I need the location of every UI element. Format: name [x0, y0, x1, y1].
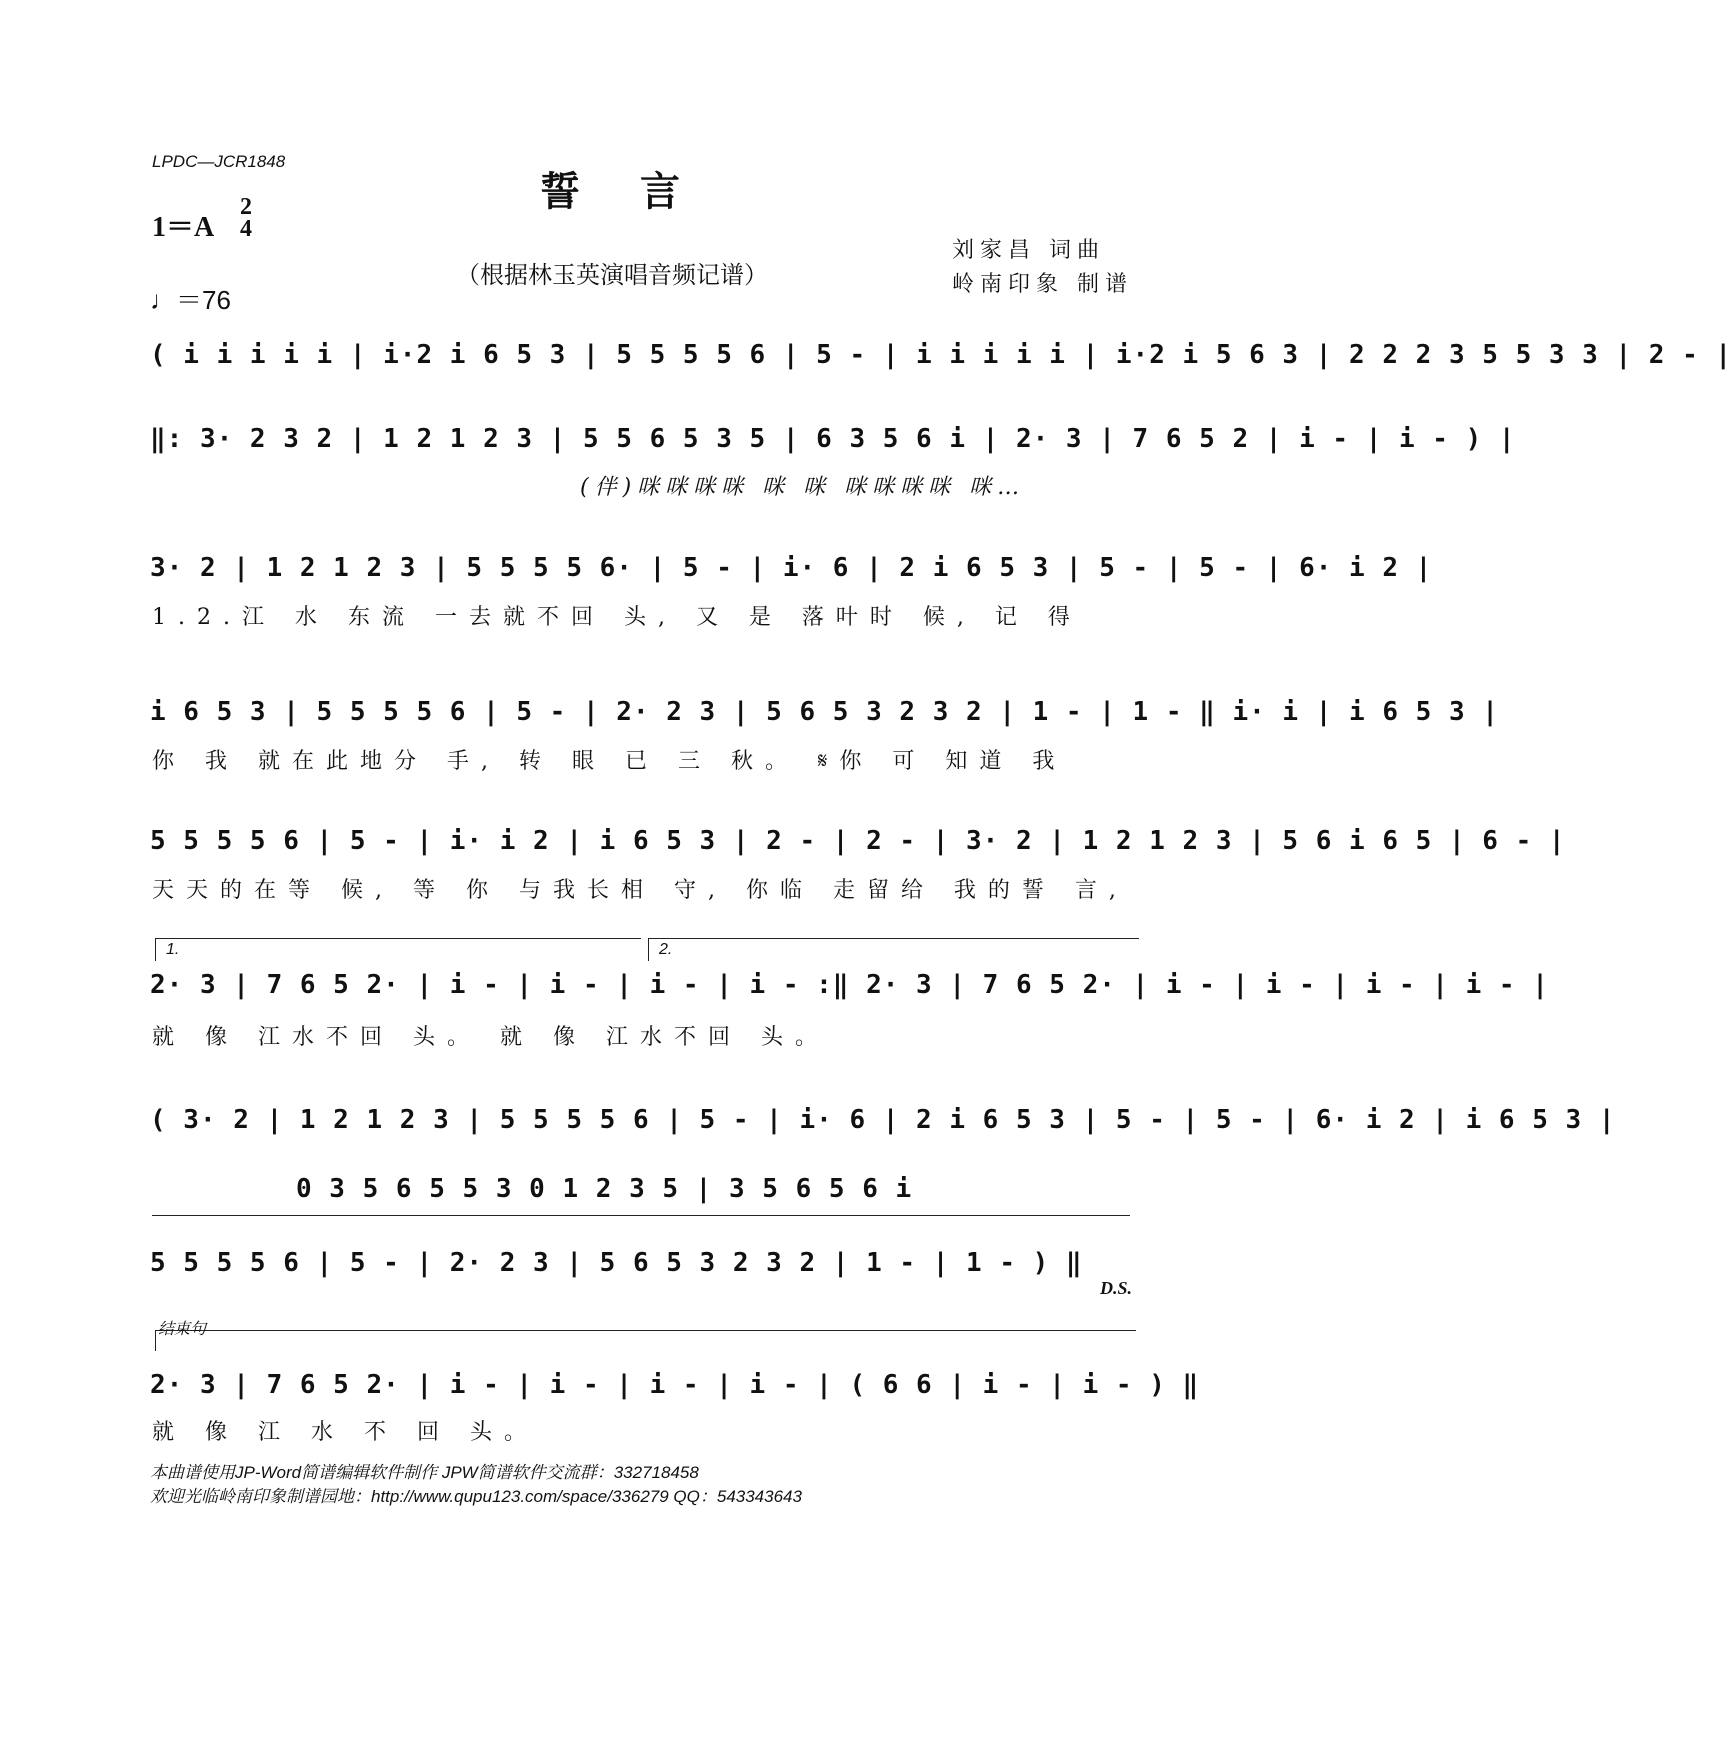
ending-label: 结束句	[158, 1319, 207, 1338]
ds-marking: D.S.	[1100, 1278, 1133, 1298]
stave-9-notes: 5 5 5 5 6 | 5 - | 2· 2 3 | 5 6 5 3 2 3 2 | 1 - | 1 - ) ‖	[150, 1248, 1083, 1278]
stave-8-notes: 0 3 5 6 5 5 3 0 1 2 3 5 | 3 5 6 5 6 i	[296, 1174, 913, 1204]
stave-2-lyric: (伴)咪咪咪咪 咪 咪 咪咪咪咪 咪…	[580, 475, 1026, 500]
key-signature: 1＝A	[152, 212, 215, 243]
stave-6-lyric: 就 像 江水不回 头。 就 像 江水不回 头。	[152, 1025, 829, 1050]
stave-10-notes: 2· 3 | 7 6 5 2· | i - | i - | i - | i - | ( 6 6 | i - | i - ) ‖	[150, 1370, 1200, 1400]
tempo-marking: ♩＝76	[150, 285, 231, 315]
score-title: 誓言	[540, 168, 740, 215]
composer-credit: 刘家昌 词曲	[952, 238, 1105, 263]
score-code: LPDC—JCR1848	[152, 152, 286, 171]
volta-2-bracket: 2.	[648, 938, 1139, 961]
stave-divider	[152, 1215, 1130, 1216]
credits	[952, 234, 1133, 302]
stave-4-lyric: 你 我 就在此地分 手, 转 眼 已 三 秋。 𝄋你 可 知道 我	[152, 749, 1067, 774]
stave-5-lyric: 天天的在等 候, 等 你 与我长相 守, 你临 走留给 我的誓 言,	[152, 878, 1128, 903]
time-denominator: 4	[240, 216, 252, 242]
footer-line-2: 欢迎光临岭南印象制谱园地：http://www.qupu123.com/space/336279 QQ：543343643	[150, 1487, 802, 1506]
time-numerator: 2	[240, 194, 252, 220]
stave-3-notes: 3· 2 | 1 2 1 2 3 | 5 5 5 5 6· | 5 - | i· 6 | 2 i 6 5 3 | 5 - | 5 - | 6· i 2 |	[150, 553, 1433, 583]
ending-bracket	[155, 1330, 1136, 1351]
arranger-credit: 岭南印象 制谱	[952, 272, 1133, 297]
subtitle: （根据林玉英演唱音频记谱）	[456, 261, 768, 289]
stave-4-notes: i 6 5 3 | 5 5 5 5 6 | 5 - | 2· 2 3 | 5 6 5 3 2 3 2 | 1 - | 1 - ‖ i· i | i 6 5 3 |	[150, 697, 1499, 727]
stave-6-notes: 2· 3 | 7 6 5 2· | i - | i - | i - | i - :‖ 2· 3 | 7 6 5 2· | i - | i - | i - | i - |	[150, 970, 1549, 1000]
stave-3-lyric: 1.2.江 水 东流 一去就不回 头, 又 是 落叶时 候, 记 得	[152, 605, 1082, 630]
footer-line-1: 本曲谱使用JP-Word简谱编辑软件制作 JPW简谱软件交流群：332718458	[150, 1463, 699, 1482]
stave-1-notes: ( i i i i i | i·2 i 6 5 3 | 5 5 5 5 6 | 5 - | i i i i i | i·2 i 5 6 3 | 2 2 2 3 5 5 3 3 | 2 - |	[150, 340, 1732, 370]
stave-7-notes: ( 3· 2 | 1 2 1 2 3 | 5 5 5 5 6 | 5 - | i· 6 | 2 i 6 5 3 | 5 - | 5 - | 6· i 2 | i 6 5 3 |	[150, 1105, 1616, 1135]
volta-1-bracket: 1.	[155, 938, 641, 961]
stave-5-notes: 5 5 5 5 6 | 5 - | i· i 2 | i 6 5 3 | 2 - | 2 - | 3· 2 | 1 2 1 2 3 | 5 6 i 6 5 | 6 - |	[150, 826, 1566, 856]
stave-10-lyric: 就 像 江 水 不 回 头。	[152, 1420, 538, 1445]
stave-2-notes: ‖: 3· 2 3 2 | 1 2 1 2 3 | 5 5 6 5 3 5 | 6 3 5 6 i | 2· 3 | 7 6 5 2 | i - | i - ) |	[150, 424, 1516, 454]
time-signature	[240, 196, 252, 240]
